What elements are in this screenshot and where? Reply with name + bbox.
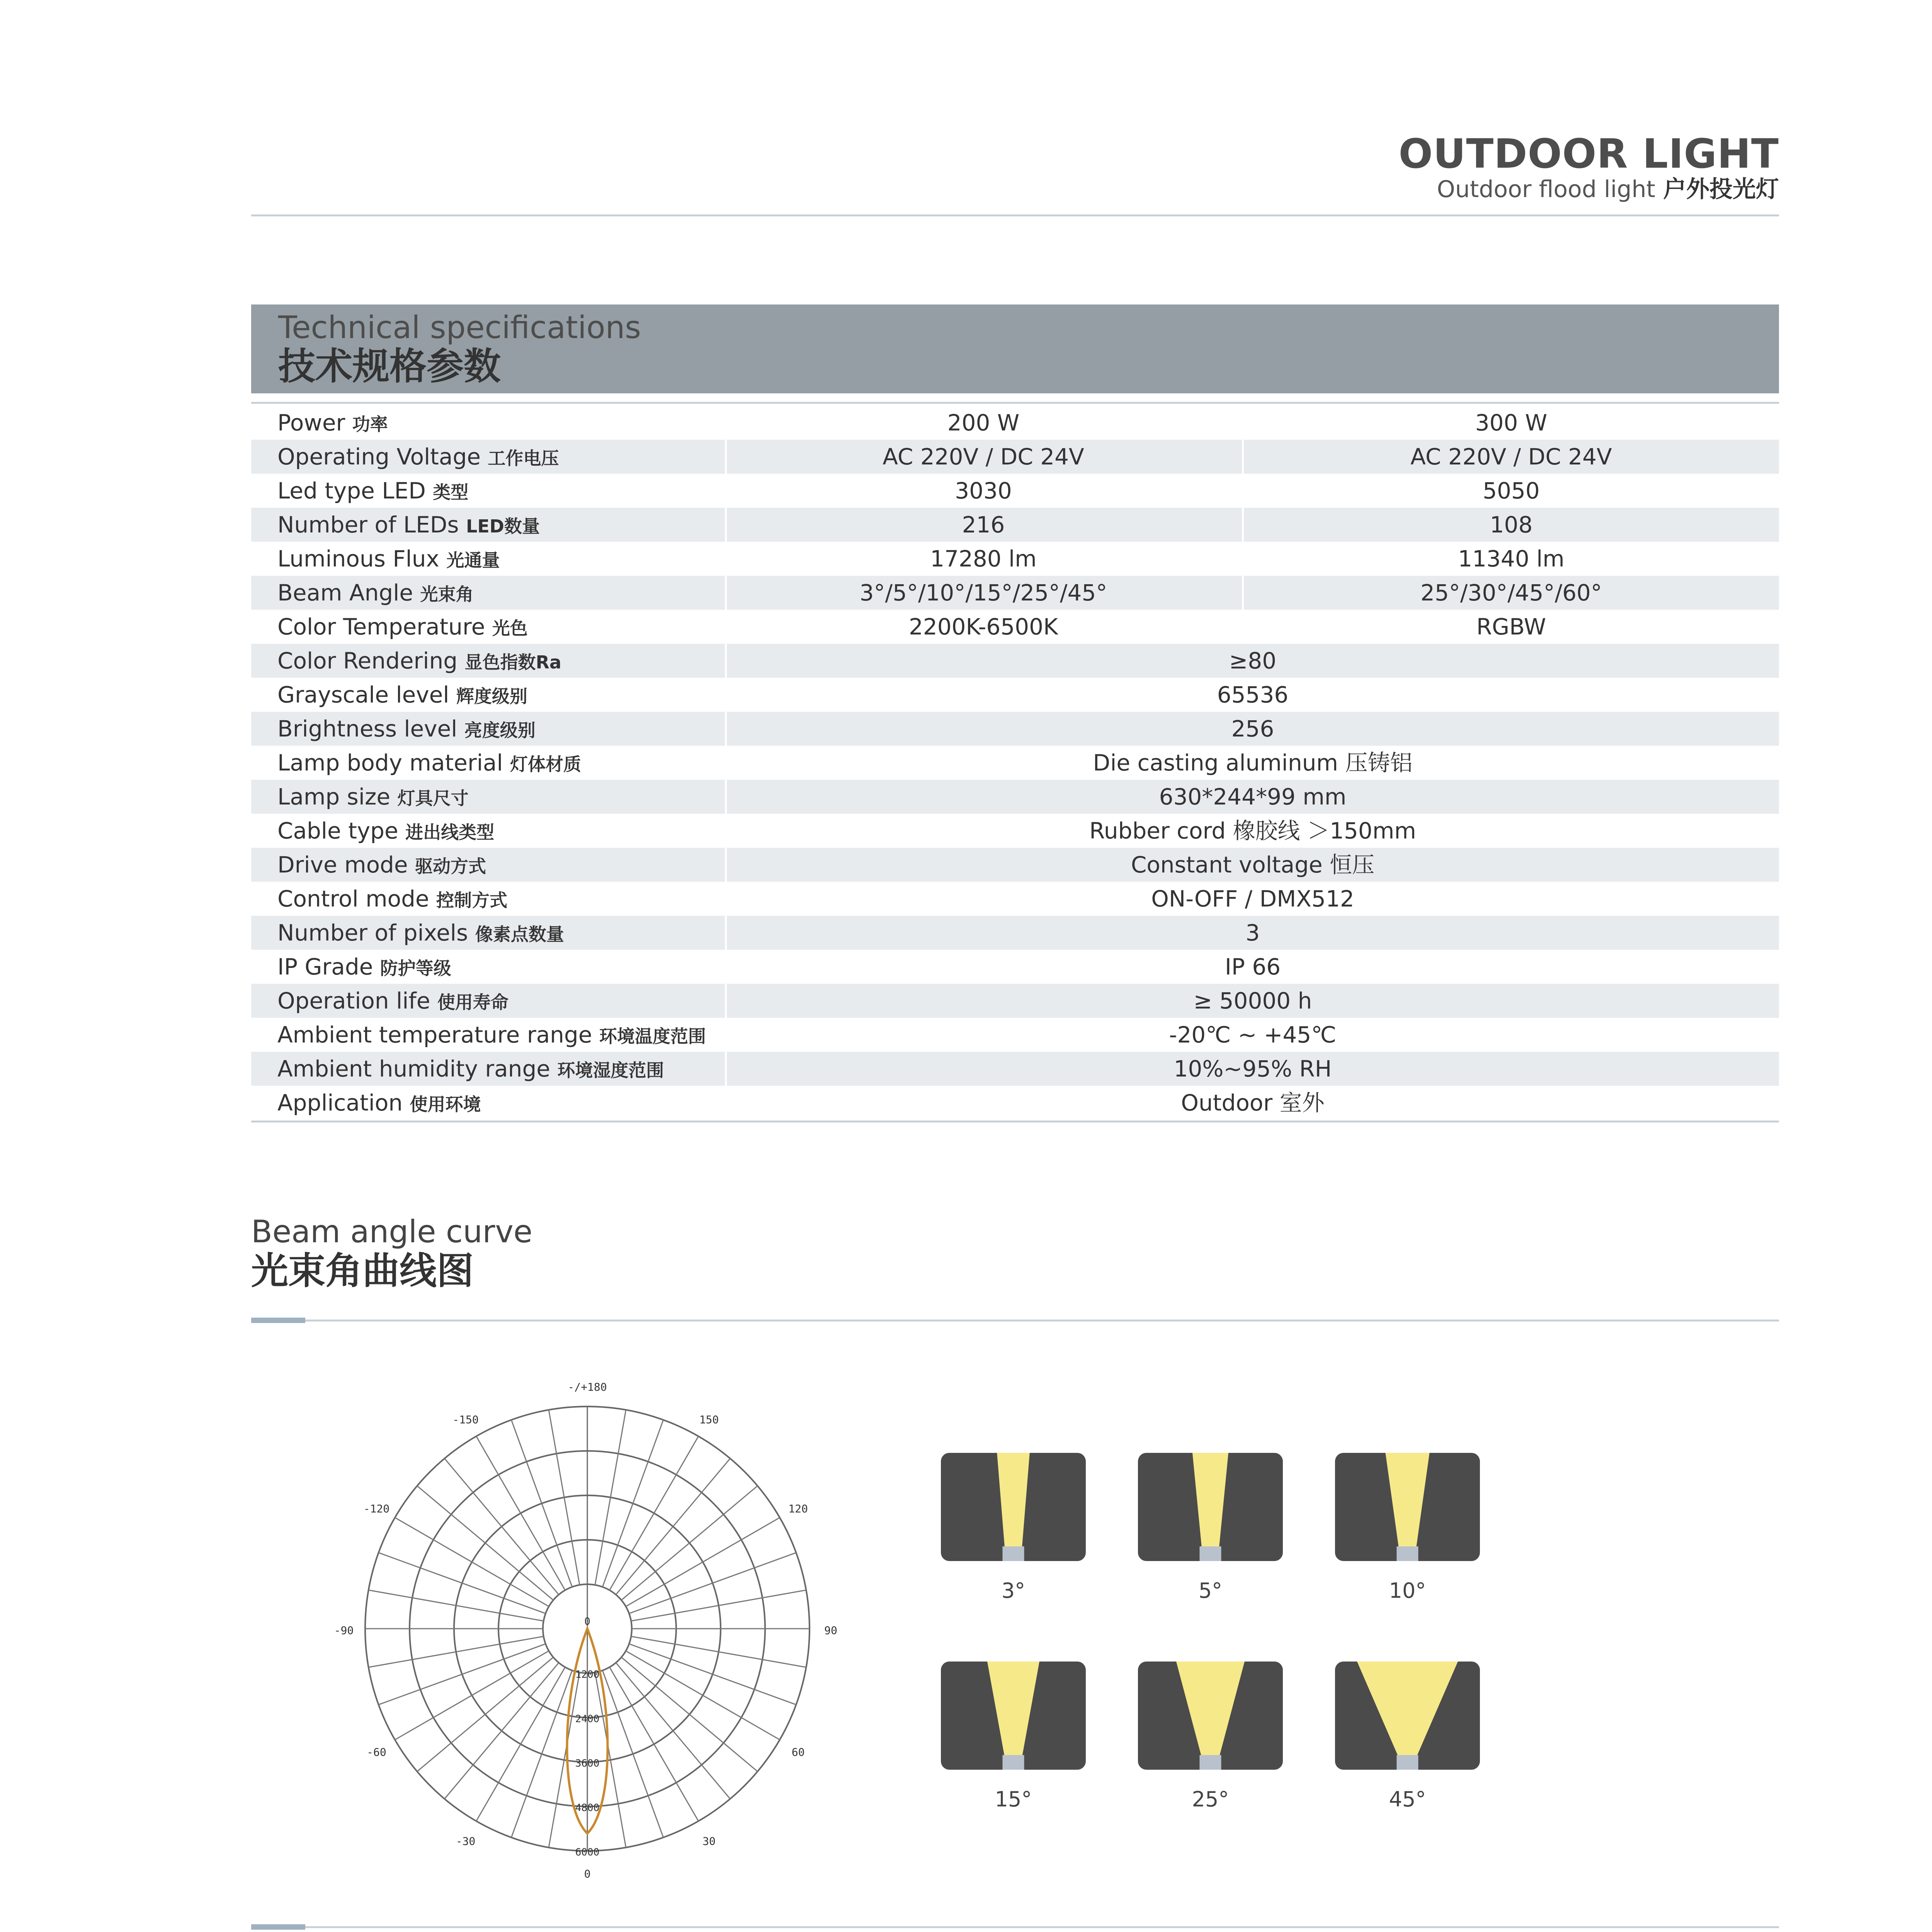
polar-spoke <box>631 1590 806 1621</box>
polar-spoke <box>610 1436 699 1590</box>
polar-spoke <box>610 1667 699 1821</box>
spec-label-en: Brightness level <box>277 716 457 742</box>
spec-value-300w: 11340 lm <box>1458 546 1565 572</box>
spec-label-cn: 使用寿命 <box>437 992 509 1013</box>
spec-value: 65536 <box>1217 682 1289 708</box>
polar-radial-label: 0 <box>584 1616 590 1628</box>
spec-label-en: Color Rendering <box>277 648 458 674</box>
spec-value-300w: 5050 <box>1483 478 1540 504</box>
lamp-body <box>1003 1755 1024 1770</box>
spec-label <box>277 950 451 984</box>
polar-radial-label: 4800 <box>575 1802 600 1814</box>
spec-value-200w: 216 <box>962 512 1005 538</box>
spec-label <box>277 678 527 712</box>
spec-label-en: Led type LED <box>277 478 426 504</box>
spec-label <box>277 712 536 746</box>
spec-row <box>251 610 1779 644</box>
beam-accent <box>251 1318 305 1323</box>
spec-value-300w: AC 220V / DC 24V <box>1410 444 1612 470</box>
polar-spoke <box>395 1651 549 1740</box>
spec-value: ≥ 50000 h <box>1193 988 1312 1014</box>
polar-spoke <box>595 1672 626 1847</box>
polar-angle-label: -150 <box>452 1413 479 1426</box>
beam-heading-en: Beam angle curve <box>251 1214 533 1250</box>
spec-value: 10%~95% RH <box>1173 1056 1332 1082</box>
polar-angle-label: 120 <box>788 1502 808 1515</box>
table-top-rule <box>251 402 1779 404</box>
spec-label-en: Grayscale level <box>277 682 449 708</box>
spec-row <box>251 508 1779 542</box>
spec-label-en: Control mode <box>277 886 429 912</box>
polar-spoke <box>511 1670 572 1837</box>
spec-label-cn: 控制方式 <box>436 890 508 911</box>
beam-card-4 <box>941 1662 1086 1770</box>
table-bottom-rule <box>251 1121 1779 1122</box>
spec-label-en: Application <box>277 1090 403 1116</box>
polar-spoke <box>511 1420 572 1587</box>
polar-spoke <box>629 1553 796 1613</box>
spec-row <box>251 746 1779 780</box>
polar-spoke <box>631 1636 806 1667</box>
beam-card-2 <box>1138 1453 1283 1561</box>
spec-label-cn: 驱动方式 <box>415 856 486 877</box>
spec-value: Constant voltage 恒压 <box>1131 852 1375 878</box>
spec-row <box>251 440 1779 474</box>
beam-heading-cn: 光束角曲线图 <box>251 1249 474 1293</box>
polar-spoke <box>621 1486 757 1600</box>
polar-angle-label: -120 <box>363 1502 390 1515</box>
beam-card-6 <box>1335 1662 1480 1770</box>
spec-label-en: Number of LEDs <box>277 512 459 538</box>
spec-value-200w: 2200K-6500K <box>908 614 1058 640</box>
spec-label <box>277 1086 481 1120</box>
subtitle-en: Outdoor flood light <box>1437 176 1655 203</box>
subtitle-cn: 户外投光灯 <box>1663 176 1779 203</box>
page-subtitle <box>1437 176 1779 203</box>
spec-row <box>251 1018 1779 1052</box>
spec-label-en: Drive mode <box>277 852 408 878</box>
spec-row <box>251 916 1779 950</box>
beam-card-1 <box>941 1453 1086 1561</box>
beam-angle-label: 25° <box>1192 1787 1229 1811</box>
spec-label <box>277 474 468 508</box>
beam-angle-label: 10° <box>1389 1578 1426 1603</box>
spec-label-en: Operating Voltage <box>277 444 481 470</box>
polar-spoke <box>476 1436 565 1590</box>
spec-row <box>251 644 1779 678</box>
spec-label <box>277 610 528 644</box>
spec-label <box>277 644 561 678</box>
spec-value: -20℃ ~ +45℃ <box>1169 1022 1337 1048</box>
polar-spoke <box>549 1410 580 1585</box>
spec-label <box>277 440 559 474</box>
spec-value: ON-OFF / DMX512 <box>1151 886 1354 912</box>
polar-angle-label: -60 <box>367 1746 386 1759</box>
spec-label <box>277 984 509 1018</box>
specs-heading-en: Technical specifications <box>278 310 641 345</box>
spec-value: Outdoor 室外 <box>1181 1090 1325 1116</box>
spec-label-en: Beam Angle <box>277 580 413 606</box>
spec-label <box>277 1018 706 1052</box>
spec-label-en: Lamp size <box>277 784 391 810</box>
spec-label-cn: 辉度级别 <box>456 686 527 707</box>
spec-label-en: IP Grade <box>277 954 373 980</box>
badge-rule <box>251 1926 1779 1928</box>
polar-radial-label: 3600 <box>575 1758 600 1769</box>
polar-spoke <box>476 1667 565 1821</box>
polar-angle-label: 0 <box>584 1867 591 1880</box>
lamp-body <box>1003 1546 1024 1561</box>
spec-label-cn: 类型 <box>433 482 469 503</box>
lamp-body <box>1397 1546 1418 1561</box>
spec-value-200w: 17280 lm <box>930 546 1037 572</box>
polar-spoke <box>417 1486 553 1600</box>
spec-label-cn: 灯体材质 <box>510 754 582 775</box>
beam-rule <box>251 1320 1779 1321</box>
polar-chart <box>317 1364 877 1897</box>
spec-label <box>277 508 540 542</box>
polar-spoke <box>621 1657 757 1772</box>
polar-spoke <box>595 1410 626 1585</box>
spec-label-en: Ambient temperature range <box>277 1022 592 1048</box>
spec-label-en: Operation life <box>277 988 430 1014</box>
polar-spoke <box>616 1459 730 1595</box>
spec-label-en: Lamp body material <box>277 750 503 776</box>
polar-spoke <box>602 1420 663 1587</box>
spec-label <box>277 780 469 814</box>
spec-value-300w: 108 <box>1490 512 1533 538</box>
specs-heading-cn: 技术规格参数 <box>278 345 501 388</box>
polar-spoke <box>395 1518 549 1607</box>
spec-value: 3 <box>1245 920 1260 946</box>
spec-value-300w: RGBW <box>1476 614 1546 640</box>
polar-angle-label: 30 <box>702 1835 716 1848</box>
spec-value-300w: 300 W <box>1475 410 1548 436</box>
polar-spoke <box>369 1590 544 1621</box>
spec-value: IP 66 <box>1225 954 1281 980</box>
spec-label-cn: 环境湿度范围 <box>557 1060 664 1081</box>
spec-label-cn: 光通量 <box>446 550 500 571</box>
spec-label-en: Color Temperature <box>277 614 485 640</box>
polar-spoke <box>626 1518 780 1607</box>
spec-value: 256 <box>1231 716 1274 742</box>
spec-label-cn: 光色 <box>492 618 528 639</box>
spec-label <box>277 916 564 950</box>
polar-radial-label: 6000 <box>575 1847 600 1858</box>
spec-label <box>277 576 473 610</box>
spec-label-cn: 使用环境 <box>410 1094 481 1115</box>
spec-label <box>277 814 494 848</box>
polar-spoke <box>616 1663 730 1799</box>
spec-label-cn: 显色指数Ra <box>464 652 561 673</box>
spec-value: ≥80 <box>1229 648 1277 674</box>
spec-label-en: Power <box>277 410 345 436</box>
beam-angle-label: 5° <box>1198 1578 1223 1603</box>
spec-value-200w: 3030 <box>955 478 1012 504</box>
spec-label-en: Luminous Flux <box>277 546 439 572</box>
spec-value-300w: 25°/30°/45°/60° <box>1420 580 1602 606</box>
spec-row <box>251 1052 1779 1086</box>
beam-card-3 <box>1335 1453 1480 1561</box>
spec-row <box>251 474 1779 508</box>
spec-label-cn: 防护等级 <box>380 958 451 979</box>
spec-value: 630*244*99 mm <box>1159 784 1347 810</box>
polar-angle-label: 60 <box>791 1746 805 1759</box>
spec-table <box>251 406 1779 1120</box>
spec-label-cn: LED数量 <box>466 516 540 537</box>
spec-row <box>251 814 1779 848</box>
spec-label-cn: 进出线类型 <box>405 822 495 843</box>
polar-spoke <box>417 1657 553 1772</box>
spec-label <box>277 746 581 780</box>
polar-spoke <box>379 1644 546 1704</box>
spec-label <box>277 1052 664 1086</box>
spec-row <box>251 406 1779 440</box>
beam-angle-label: 15° <box>995 1787 1032 1811</box>
beam-angle-label: 45° <box>1389 1787 1426 1811</box>
spec-label-cn: 像素点数量 <box>475 924 564 945</box>
spec-value-200w: 3°/5°/10°/15°/25°/45° <box>859 580 1107 606</box>
polar-spoke <box>444 1663 559 1799</box>
polar-spoke <box>379 1553 546 1613</box>
spec-label <box>277 406 388 440</box>
lamp-body <box>1200 1546 1221 1561</box>
spec-label-en: Cable type <box>277 818 398 844</box>
spec-row <box>251 780 1779 814</box>
polar-angle-label: 90 <box>824 1624 837 1637</box>
polar-angle-label: -30 <box>456 1835 476 1848</box>
page-title: OUTDOOR LIGHT <box>1398 130 1779 177</box>
spec-row <box>251 576 1779 610</box>
polar-radial-label: 1200 <box>575 1669 600 1680</box>
spec-label-en: Ambient humidity range <box>277 1056 550 1082</box>
spec-row <box>251 984 1779 1018</box>
spec-value-200w: AC 220V / DC 24V <box>883 444 1084 470</box>
spec-label <box>277 848 486 882</box>
spec-label-cn: 亮度级别 <box>464 720 536 741</box>
spec-value: Rubber cord 橡胶线 ＞150mm <box>1089 818 1416 844</box>
badge-accent <box>251 1924 305 1930</box>
polar-angle-label: -90 <box>334 1624 354 1637</box>
spec-value: Die casting aluminum 压铸铝 <box>1093 750 1413 776</box>
lamp-body <box>1200 1755 1221 1770</box>
polar-angle-label: 150 <box>699 1413 719 1426</box>
spec-label-cn: 功率 <box>352 414 388 435</box>
beam-card-5 <box>1138 1662 1283 1770</box>
spec-row <box>251 950 1779 984</box>
spec-label-cn: 环境温度范围 <box>599 1026 706 1047</box>
beam-angle-label: 3° <box>1001 1578 1026 1603</box>
spec-label-cn: 光束角 <box>420 584 474 605</box>
spec-row <box>251 712 1779 746</box>
polar-spoke <box>629 1644 796 1704</box>
spec-row <box>251 678 1779 712</box>
spec-row <box>251 542 1779 576</box>
spec-label <box>277 882 507 916</box>
spec-label-cn: 灯具尺寸 <box>397 788 469 809</box>
polar-spoke <box>602 1670 663 1837</box>
header-rule <box>251 214 1779 216</box>
polar-spoke <box>626 1651 780 1740</box>
spec-label-cn: 工作电压 <box>488 448 559 469</box>
spec-label-en: Number of pixels <box>277 920 468 946</box>
polar-angle-label: -/+180 <box>568 1381 607 1393</box>
spec-row <box>251 882 1779 916</box>
spec-row <box>251 848 1779 882</box>
polar-spoke <box>444 1459 559 1595</box>
polar-radial-label: 2400 <box>575 1713 600 1725</box>
spec-label <box>277 542 500 576</box>
polar-spoke <box>369 1636 544 1667</box>
spec-row <box>251 1086 1779 1120</box>
lamp-body <box>1397 1755 1418 1770</box>
spec-value-200w: 200 W <box>947 410 1020 436</box>
